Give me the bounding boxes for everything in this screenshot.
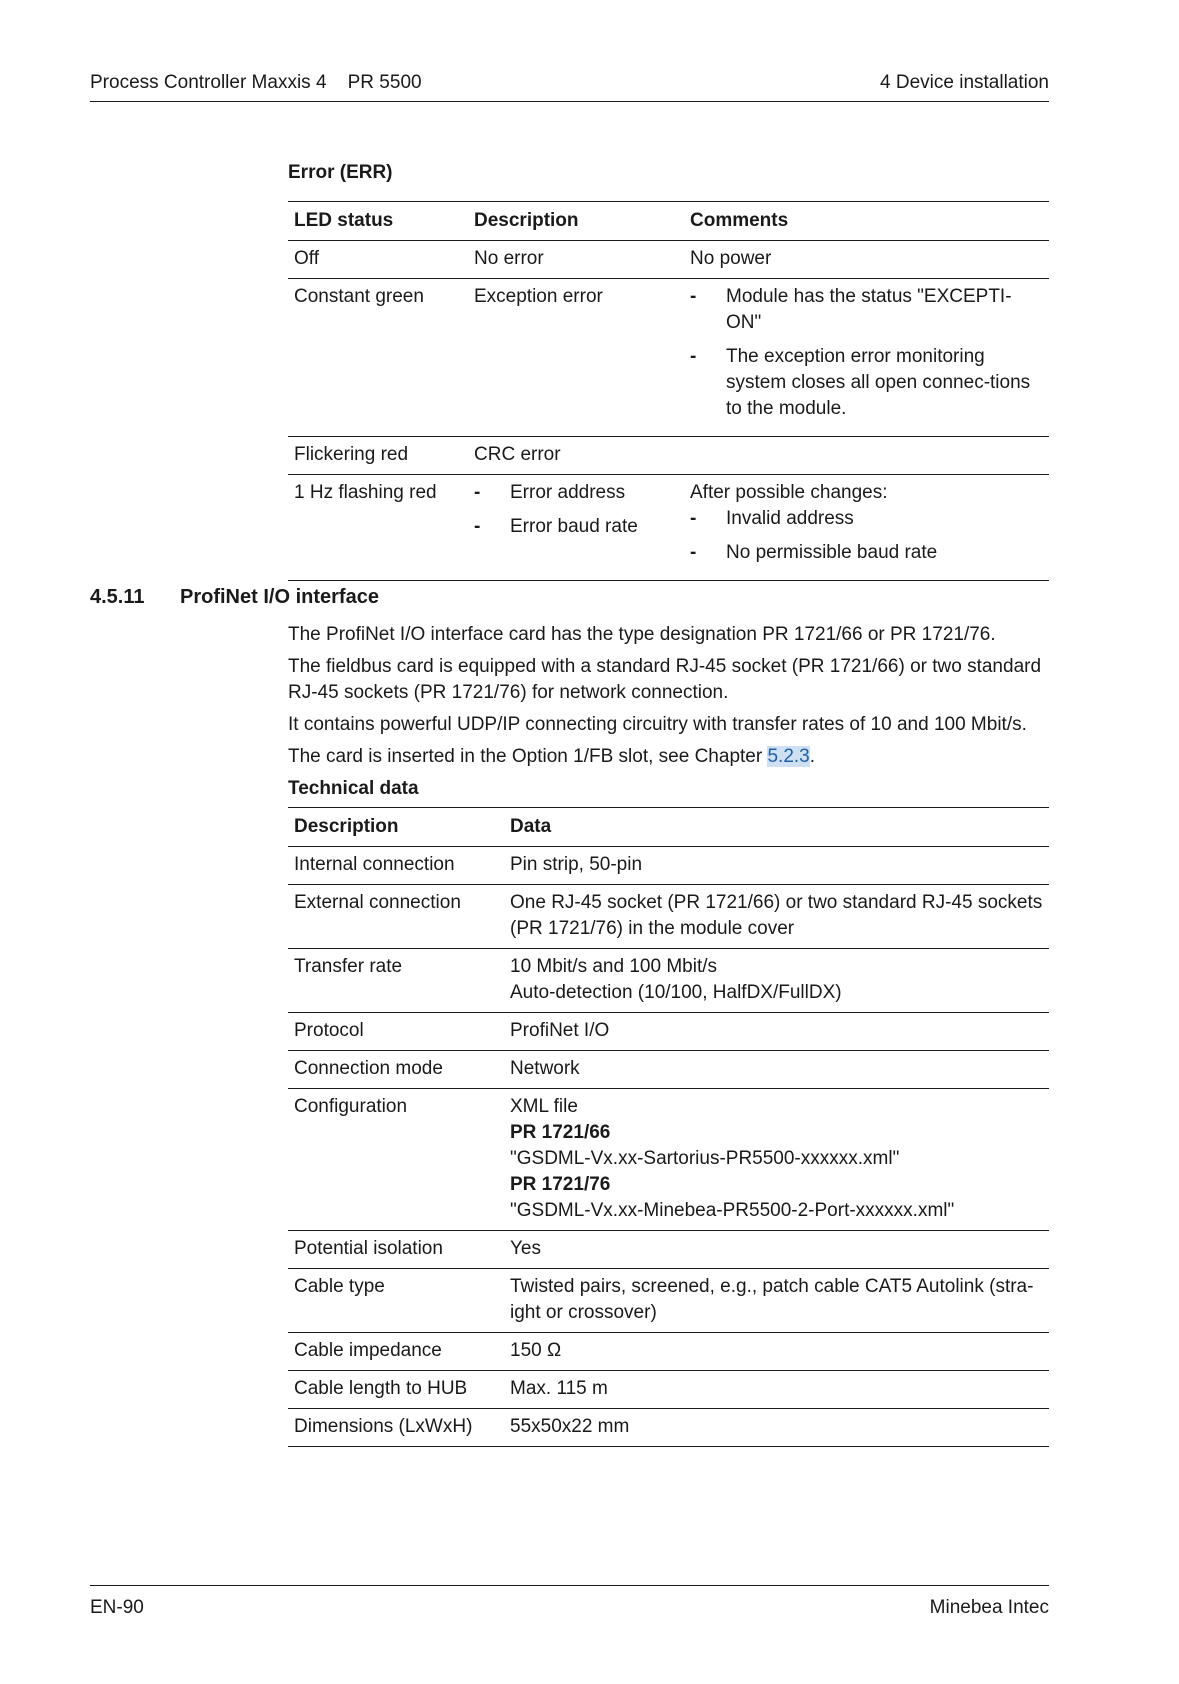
description-cell [468,437,684,475]
list-item-text: The exception error monitoring system closes all open connec-tions to the module. [726,346,1031,419]
description-cell: Connection mode [288,1051,504,1089]
description-cell: Configuration [288,1089,504,1231]
table-row [288,949,1049,1013]
data-line: Max. 115 m [510,1378,608,1399]
data-cell [504,1051,1049,1089]
data-line: Twisted pairs, screened, e.g., patch cable CAT5 Autolink (stra-ight or crossover) [510,1276,1034,1323]
description-cell [468,475,684,581]
paragraph: The ProfiNet I/O interface card has the type designation PR 1721/66 or PR 1721/76. [288,624,996,645]
comments-intro: After possible changes: [690,482,888,503]
description-cell: Cable length to HUB [288,1371,504,1409]
chapter-link[interactable]: 5.2.3 [767,746,810,767]
table-row [288,1051,1049,1089]
data-cell [504,1409,1049,1447]
list-item [690,344,1043,422]
data-line: Auto-detection (10/100, HalfDX/FullDX) [510,982,842,1003]
table-row [288,1409,1049,1447]
table-row [288,279,1049,437]
section-number: 4.5.11 [90,586,145,608]
led-status-cell: Off [294,248,319,269]
column-header: Description [288,808,504,847]
footer-rule [90,1585,1049,1586]
description-cell: Dimensions (LxWxH) [288,1409,504,1447]
description-cell: Cable impedance [288,1333,504,1371]
data-cell [504,1371,1049,1409]
description-cell: Cable type [288,1269,504,1333]
list-item-text: Error address [510,482,626,503]
data-line: One RJ-45 socket (PR 1721/66) or two standard RJ-45 sockets (PR 1721/76) in the module cover [510,892,1043,939]
data-line: Pin strip, 50-pin [510,854,643,875]
description-cell: Potential isolation [288,1231,504,1269]
chapter-text: The card is inserted in the Option 1/FB slot, see Chapter [288,746,768,767]
page-number: EN-90 [90,1597,144,1618]
data-cell [504,885,1049,949]
paragraph: It contains powerful UDP/IP connecting circuitry with transfer rates of 10 and 100 Mbit/s. [288,714,1027,735]
table-row [288,1371,1049,1409]
list-item [690,540,1043,566]
data-line: "GSDML-Vx.xx-Sartorius-PR5500-xxxxxx.xml" [510,1148,900,1169]
data-cell [504,1333,1049,1371]
comments-text: No power [690,248,772,269]
data-line: Yes [510,1238,541,1259]
dash-bullet: - [690,286,697,307]
dash-bullet: - [690,508,697,529]
list-item [474,480,678,506]
list-item-text: Invalid address [726,508,854,529]
error-section [288,160,1049,186]
table-row [288,1089,1049,1231]
comments-cell [684,437,1049,475]
data-cell [504,847,1049,885]
data-line: 55x50x22 mm [510,1416,630,1437]
list-item [690,284,1043,336]
list-item-text: No permissible baud rate [726,542,938,563]
list-item-text: Module has the status "EXCEPTI-ON" [726,286,1012,333]
table-row [288,1013,1049,1051]
description-text: CRC error [474,444,561,465]
column-header: Comments [684,202,1049,241]
table-row [288,1333,1049,1371]
paragraph: The fieldbus card is equipped with a standard RJ-45 socket (PR 1721/66) or two standard RJ-45 sockets (PR 1721/76) for network connection. [288,656,1042,703]
table-row [288,847,1049,885]
list-item [474,514,678,540]
description-text: No error [474,248,544,269]
header-chapter-title: 4 Device installation [880,72,1049,93]
data-line: "GSDML-Vx.xx-Minebea-PR5500-2-Port-xxxxxx.xml" [510,1200,955,1221]
led-status-cell: 1 Hz flashing red [288,475,468,581]
technical-data-title: Technical data [288,778,419,799]
technical-data-table [288,807,1049,1447]
dash-bullet: - [474,482,481,503]
comments-cell [684,279,1049,437]
table-row [288,1231,1049,1269]
led-status-cell: Constant green [288,279,468,437]
description-cell: Internal connection [294,854,455,875]
section-title: ProfiNet I/O interface [180,586,379,608]
data-line: XML file [510,1096,578,1117]
paragraph-chapter-reference [288,744,1049,770]
technical-table-wrap [288,807,1049,1447]
data-cell [504,1231,1049,1269]
data-line: PR 1721/66 [510,1122,611,1143]
data-line: PR 1721/76 [510,1174,611,1195]
data-cell [504,1089,1049,1231]
chapter-end: . [809,746,816,767]
data-line: Network [510,1058,580,1079]
data-cell [504,1269,1049,1333]
list-item [690,506,1043,532]
header-document-title: Process Controller Maxxis 4 PR 5500 [90,72,422,93]
table-row [288,885,1049,949]
column-header: LED status [288,202,468,241]
description-cell [468,279,684,437]
list-item-text: Error baud rate [510,516,638,537]
description-text: Exception error [474,286,603,307]
data-cell [504,1013,1049,1051]
led-status-cell: Flickering red [288,437,468,475]
error-section-title: Error (ERR) [288,162,393,183]
error-table [288,201,1049,581]
header-rule [90,101,1049,102]
dash-bullet: - [690,346,697,367]
column-header: Data [504,808,1049,847]
description-cell: Transfer rate [288,949,504,1013]
data-cell [504,949,1049,1013]
comments-cell [684,475,1049,581]
section-body [288,622,1049,802]
data-line: 150 Ω [510,1340,562,1361]
table-row [288,475,1049,581]
description-cell: Protocol [288,1013,504,1051]
description-cell: External connection [288,885,504,949]
table-row [288,1269,1049,1333]
dash-bullet: - [474,516,481,537]
table-row [288,437,1049,475]
table-row [288,241,1049,279]
error-table-wrap [288,201,1049,581]
data-line: ProfiNet I/O [510,1020,610,1041]
description-cell [468,241,684,279]
comments-cell [684,241,1049,279]
column-header: Description [468,202,684,241]
dash-bullet: - [690,542,697,563]
data-line: 10 Mbit/s and 100 Mbit/s [510,956,717,977]
footer-company: Minebea Intec [929,1597,1049,1618]
